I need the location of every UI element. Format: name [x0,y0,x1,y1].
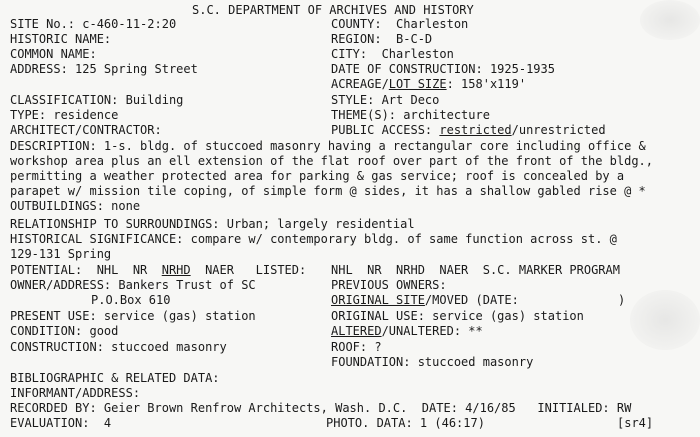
recorded-by: RECORDED BY: Geier Brown Renfrow Architects, Wash. D.C. DATE: 4/16/85 INITIALED: RW [10,401,632,415]
historical-significance-1: HISTORICAL SIGNIFICANCE: compare w/ contemporary bldg. of same function across st. @ [10,232,617,246]
classification: CLASSIFICATION: Building [10,93,184,107]
foundation: FOUNDATION: stuccoed masonry [331,355,534,369]
paper-smudge [640,0,700,40]
owner-address: OWNER/ADDRESS: Bankers Trust of SC [10,278,256,292]
original-site-selected: ORIGINAL SITE [331,293,425,307]
public-access-selected: restricted [439,123,512,137]
original-site-close: ) [618,293,626,307]
common-name: COMMON NAME: [10,47,97,61]
type: TYPE: residence [10,108,119,122]
card-header: S.C. DEPARTMENT OF ARCHIVES AND HISTORY [192,3,474,17]
construction: CONSTRUCTION: stuccoed masonry [10,340,227,354]
relationship-to-surroundings: RELATIONSHIP TO SURROUNDINGS: Urban; largely residential [10,217,415,231]
paper-smudge [630,290,700,350]
photo-data: PHOTO. DATA: 1 (46:17) [326,416,485,430]
original-site [331,294,519,307]
owner-po-box: P.O.Box 610 [91,293,171,307]
potential-label: POTENTIAL: NHL NR [10,263,162,277]
site-number: SITE No.: c-460-11-2:20 [10,17,177,31]
present-use: PRESENT USE: service (gas) station [10,309,256,323]
potential-selected: NRHD [161,263,191,277]
public-access-label: PUBLIC ACCESS: [331,123,440,137]
evaluation: EVALUATION: 4 [10,416,112,430]
original-site-rest: /MOVED (DATE: [424,293,519,307]
description-line-3: permitting a weather protected area for parking & gas service; roof is concealed by a [10,169,625,183]
altered [331,325,483,338]
themes: THEME(S): architecture [331,108,490,122]
altered-rest: /UNALTERED: ** [381,324,483,338]
lot-size-value: : 158'x119' [446,77,527,91]
architect-contractor: ARCHITECT/CONTRACTOR: [10,123,162,137]
condition: CONDITION: good [10,324,119,338]
description-line-2: workshop area plus an ell extension of the flat roof over part of the front of the bldg., [10,154,653,168]
roof: ROOF: ? [331,340,382,354]
address: ADDRESS: 125 Spring Street [10,62,198,76]
description-line-1: DESCRIPTION: 1-s. bldg. of stuccoed masonry having a rectangular core including office & [10,139,646,153]
altered-selected: ALTERED [331,324,382,338]
informant-address: INFORMANT/ADDRESS: [10,386,141,400]
listed: NHL NR NRHD NAER S.C. MARKER PROGRAM [331,263,620,277]
outbuildings: OUTBUILDINGS: none [10,199,141,213]
card-reference: [sr4] [617,416,654,430]
date-of-construction: DATE OF CONSTRUCTION: 1925-1935 [331,62,555,76]
description-line-4: parapet w/ mission tile coping, of simple form @ sides, it has a shallow gabled rise @ * [10,184,646,198]
bibliographic-data: BIBLIOGRAPHIC & RELATED DATA: [10,371,220,385]
potential-rest: NAER LISTED: [190,263,307,277]
city: CITY: Charleston [331,47,454,61]
public-access-rest: /unrestricted [511,123,606,137]
public-access [331,124,606,137]
region: REGION: B-C-D [331,32,433,46]
style: STYLE: Art Deco [331,93,440,107]
historical-significance-2: 129-131 Spring [10,247,112,261]
historic-name: HISTORIC NAME: [10,32,112,46]
acreage-label: ACREAGE/ [331,77,389,91]
acreage-lot-size [331,78,526,91]
county: COUNTY: Charleston [331,17,469,31]
potential [10,264,306,277]
original-use: ORIGINAL USE: service (gas) station [331,309,584,323]
lot-size-label: LOT SIZE [388,77,447,91]
previous-owners: PREVIOUS OWNERS: [331,278,447,292]
